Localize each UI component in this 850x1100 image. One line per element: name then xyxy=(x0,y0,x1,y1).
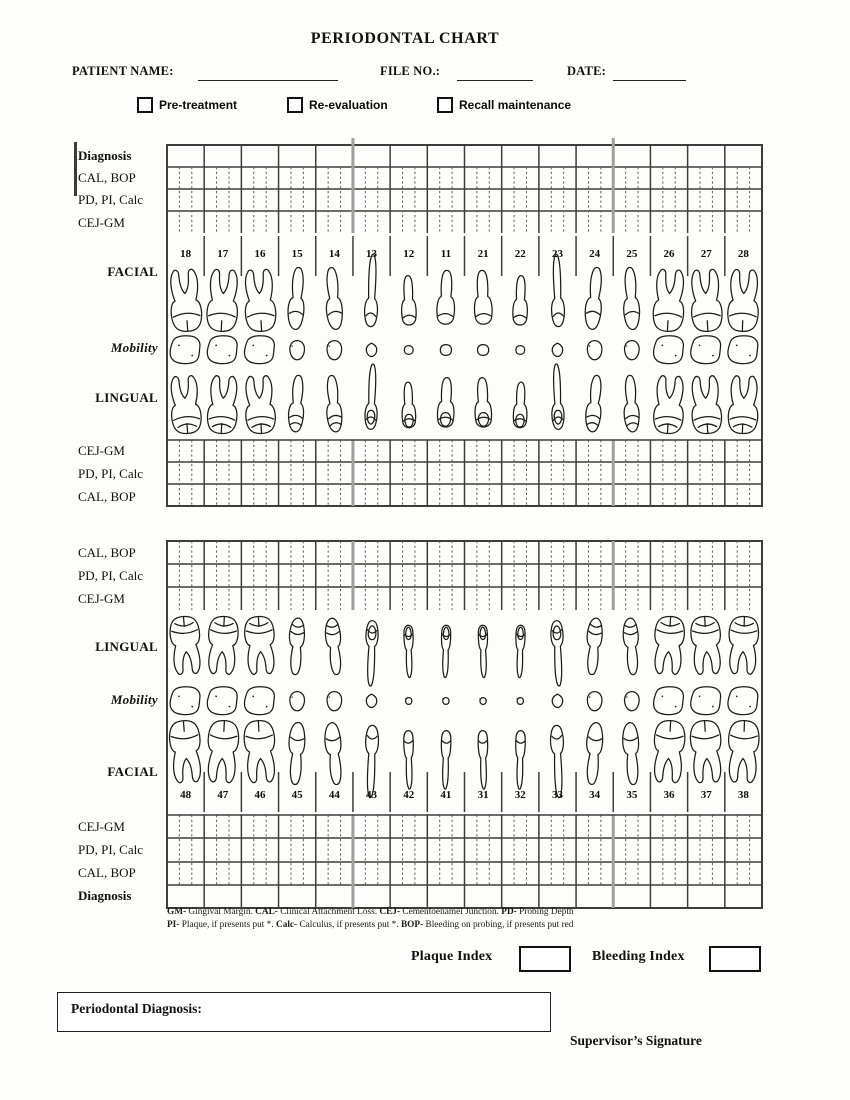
tooth-42-occlusal xyxy=(405,698,412,705)
legend-text: Gingival Margin. xyxy=(186,907,256,917)
tooth-number-12: 12 xyxy=(403,248,415,260)
tooth-18-facial xyxy=(168,269,203,332)
row-label-mobility-lower: Mobility xyxy=(110,692,158,707)
tooth-number-17: 17 xyxy=(217,248,229,260)
row-label-lingual-lower: LINGUAL xyxy=(95,639,158,654)
tooth-12-occlusal xyxy=(404,346,413,355)
tooth-32-lingual xyxy=(515,625,525,678)
tooth-24-occlusal xyxy=(587,341,602,360)
tooth-37-facial xyxy=(689,720,723,783)
tooth-25-occlusal xyxy=(625,341,640,360)
row-label-cal-bop-upper-bottom: CAL, BOP xyxy=(78,489,136,504)
legend-text: Bleeding on probing, if presents put red xyxy=(423,920,574,930)
tooth-38-facial xyxy=(727,720,760,783)
tooth-14-occlusal xyxy=(327,341,342,360)
tooth-26-facial xyxy=(652,269,686,332)
legend-term: PI- xyxy=(167,920,180,930)
tooth-35-occlusal xyxy=(625,692,640,711)
lower-chart-grid[interactable] xyxy=(167,541,762,908)
tooth-16-occlusal xyxy=(244,336,274,364)
legend-text: Calculus, if presents put *. xyxy=(297,920,401,930)
tooth-48-lingual xyxy=(169,616,203,675)
row-label-pd-pi-calc-lower-bottom: PD, PI, Calc xyxy=(78,842,143,857)
tooth-34-occlusal xyxy=(587,692,602,711)
tooth-38-lingual xyxy=(728,616,760,674)
plaque-index-label: Plaque Index xyxy=(411,949,493,964)
tooth-14-facial xyxy=(323,267,344,331)
tooth-31-lingual xyxy=(478,625,488,678)
tooth-25-facial xyxy=(621,267,640,330)
tooth-17-lingual xyxy=(207,375,240,434)
row-label-cal-bop-lower-bottom: CAL, BOP xyxy=(78,865,136,880)
date-label: DATE: xyxy=(567,64,606,78)
tooth-47-facial xyxy=(206,720,240,783)
tooth-16-lingual xyxy=(244,375,277,434)
legend-line xyxy=(167,906,687,919)
tooth-32-occlusal xyxy=(516,698,523,705)
periodontal-diagnosis-box[interactable] xyxy=(57,992,551,1032)
tooth-number-46: 46 xyxy=(254,789,266,801)
tooth-23-facial xyxy=(550,254,565,327)
tooth-33-facial xyxy=(550,725,565,798)
tooth-42-lingual xyxy=(404,625,414,678)
row-label-mobility-upper: Mobility xyxy=(110,340,158,355)
tooth-number-21: 21 xyxy=(477,248,489,260)
tooth-number-13: 13 xyxy=(366,248,378,260)
tooth-37-occlusal xyxy=(691,687,721,715)
tooth-23-occlusal xyxy=(552,343,562,356)
tooth-number-45: 45 xyxy=(291,789,303,801)
tooth-number-18: 18 xyxy=(180,248,192,260)
row-label-pd-pi-calc-lower-top: PD, PI, Calc xyxy=(78,568,143,583)
tooth-15-facial xyxy=(287,267,306,330)
tooth-46-lingual xyxy=(244,616,277,675)
tooth-number-24: 24 xyxy=(589,248,601,260)
tooth-11-occlusal xyxy=(440,345,451,356)
tooth-32-facial xyxy=(515,730,526,789)
tooth-33-lingual xyxy=(550,620,564,686)
tooth-number-33: 33 xyxy=(551,789,563,801)
tooth-number-23: 23 xyxy=(551,248,563,260)
tooth-46-occlusal xyxy=(244,687,274,715)
tooth-15-occlusal xyxy=(290,341,305,360)
tooth-27-facial xyxy=(689,269,723,332)
tooth-26-lingual xyxy=(653,375,686,434)
row-label-cej-gm-lower-top: CEJ-GM xyxy=(78,591,125,606)
checkbox-label: Recall maintenance xyxy=(459,98,572,112)
tooth-37-lingual xyxy=(690,616,723,675)
tooth-13-lingual xyxy=(364,364,378,430)
tooth-number-22: 22 xyxy=(514,248,526,260)
legend-term: BOP- xyxy=(400,920,424,930)
tooth-13-facial xyxy=(364,254,379,327)
upper-chart-grid[interactable] xyxy=(167,138,762,506)
tooth-28-lingual xyxy=(728,376,760,434)
tooth-21-facial xyxy=(473,270,492,324)
bleeding-index-input[interactable] xyxy=(709,946,761,972)
tooth-31-occlusal xyxy=(479,698,486,705)
tooth-22-lingual xyxy=(513,382,528,428)
plaque-index-input[interactable] xyxy=(519,946,571,972)
tooth-42-facial xyxy=(404,730,415,789)
legend-block xyxy=(167,906,687,932)
tooth-number-36: 36 xyxy=(663,789,675,801)
legend-text: Cementoenamel Junction. xyxy=(400,907,502,917)
bleeding-index-label: Bleeding Index xyxy=(592,949,685,964)
row-label-cej-gm-lower-bottom: CEJ-GM xyxy=(78,819,125,834)
tooth-44-facial xyxy=(323,722,344,786)
tooth-number-42: 42 xyxy=(403,789,415,801)
tooth-number-43: 43 xyxy=(366,789,378,801)
tooth-number-16: 16 xyxy=(254,248,266,260)
tooth-15-lingual xyxy=(288,375,306,433)
lower-teeth-illustrations xyxy=(168,616,759,799)
tooth-21-lingual xyxy=(474,377,492,427)
tooth-45-lingual xyxy=(287,617,305,675)
tooth-17-facial xyxy=(206,269,240,332)
tooth-17-occlusal xyxy=(207,336,237,364)
tooth-28-facial xyxy=(727,269,760,332)
tooth-number-26: 26 xyxy=(663,248,675,260)
tooth-48-occlusal xyxy=(170,687,200,715)
tooth-number-14: 14 xyxy=(328,248,340,260)
tooth-number-37: 37 xyxy=(700,789,712,801)
tooth-number-15: 15 xyxy=(291,248,303,260)
tooth-34-facial xyxy=(583,722,604,786)
patient-name-label: PATIENT NAME: xyxy=(72,64,174,78)
legend-term: CEJ- xyxy=(379,907,401,917)
row-label-pd-pi-calc-upper-top: PD, PI, Calc xyxy=(78,192,143,207)
tooth-18-occlusal xyxy=(170,336,200,364)
legend-text: Plaque, if presents put *. xyxy=(179,920,276,930)
tooth-35-lingual xyxy=(622,618,640,676)
legend-text: Probing Depth xyxy=(516,907,574,917)
tooth-44-lingual xyxy=(324,617,344,675)
tooth-31-facial xyxy=(478,730,489,789)
tooth-number-35: 35 xyxy=(626,789,638,801)
tooth-14-lingual xyxy=(324,375,344,433)
tooth-number-38: 38 xyxy=(737,789,749,801)
tooth-number-34: 34 xyxy=(589,789,601,801)
tooth-28-occlusal xyxy=(728,336,758,364)
tooth-33-occlusal xyxy=(552,694,562,707)
file-no-label: FILE NO.: xyxy=(380,64,441,78)
row-label-cal-bop-lower-top: CAL, BOP xyxy=(78,545,136,560)
legend-term: Calc- xyxy=(275,920,298,930)
tooth-26-occlusal xyxy=(654,336,684,364)
tooth-number-48: 48 xyxy=(180,789,192,801)
checkbox-label: Re-evaluation xyxy=(309,98,388,112)
tooth-24-lingual xyxy=(584,374,604,432)
tooth-45-occlusal xyxy=(290,692,305,711)
row-label-facial-upper: FACIAL xyxy=(107,264,158,279)
tooth-25-lingual xyxy=(622,375,640,433)
index-row xyxy=(0,944,850,976)
tooth-48-facial xyxy=(168,720,203,783)
row-label-facial-lower: FACIAL xyxy=(107,764,158,779)
row-label-lingual-upper: LINGUAL xyxy=(95,390,158,405)
tooth-36-occlusal xyxy=(654,687,684,715)
row-label-diagnosis-lower: Diagnosis xyxy=(78,888,132,903)
tooth-16-facial xyxy=(243,269,277,332)
tooth-11-facial xyxy=(436,270,455,324)
tooth-24-facial xyxy=(584,266,605,330)
tooth-23-lingual xyxy=(550,364,564,430)
upper-teeth-illustrations xyxy=(168,254,760,435)
tooth-27-lingual xyxy=(690,375,723,434)
tooth-36-facial xyxy=(652,720,686,783)
tooth-number-28: 28 xyxy=(737,248,749,260)
tooth-number-47: 47 xyxy=(217,789,229,801)
row-label-cej-gm-upper-bottom: CEJ-GM xyxy=(78,443,125,458)
tooth-47-occlusal xyxy=(207,687,237,715)
tooth-number-44: 44 xyxy=(328,789,340,801)
tooth-12-facial xyxy=(401,275,417,325)
tooth-34-lingual xyxy=(584,617,604,675)
tooth-number-25: 25 xyxy=(626,248,638,260)
tooth-36-lingual xyxy=(653,616,686,675)
row-label-diagnosis-upper: Diagnosis xyxy=(78,148,132,163)
tooth-22-occlusal xyxy=(516,346,525,355)
legend-term: GM- xyxy=(167,907,187,917)
tooth-35-facial xyxy=(622,722,641,785)
tooth-41-lingual xyxy=(441,625,451,678)
tooth-number-27: 27 xyxy=(700,248,712,260)
supervisor-signature-label: Supervisor’s Signature xyxy=(570,1033,702,1048)
checkbox-label: Pre-treatment xyxy=(159,98,238,112)
row-label-cal-bop-upper-top: CAL, BOP xyxy=(78,170,136,185)
tooth-38-occlusal xyxy=(728,687,758,715)
tooth-21-occlusal xyxy=(478,345,489,356)
tooth-number-11: 11 xyxy=(440,248,452,260)
lower-teeth-numbers xyxy=(180,772,749,812)
tooth-44-occlusal xyxy=(327,692,342,711)
tooth-11-lingual xyxy=(437,377,455,427)
row-label-cej-gm-upper-top: CEJ-GM xyxy=(78,215,125,230)
tooth-43-occlusal xyxy=(366,694,376,707)
legend-text: Clinical Attachment Loss. xyxy=(277,907,380,917)
tooth-18-lingual xyxy=(169,375,203,434)
row-label-pd-pi-calc-upper-bottom: PD, PI, Calc xyxy=(78,466,143,481)
tooth-43-facial xyxy=(364,725,379,798)
legend-term: PD- xyxy=(501,907,517,917)
tooth-27-occlusal xyxy=(691,336,721,364)
tooth-41-occlusal xyxy=(442,698,449,705)
tooth-22-facial xyxy=(512,275,528,325)
tooth-45-facial xyxy=(287,722,306,785)
tooth-41-facial xyxy=(440,730,451,789)
periodontal-diagnosis-label: Periodontal Diagnosis: xyxy=(71,1001,202,1016)
tooth-number-41: 41 xyxy=(440,789,452,801)
tooth-12-lingual xyxy=(401,382,416,428)
tooth-47-lingual xyxy=(206,616,239,675)
tooth-number-31: 31 xyxy=(477,789,489,801)
page-title: PERIODONTAL CHART xyxy=(310,30,500,47)
tooth-43-lingual xyxy=(364,620,378,686)
tooth-13-occlusal xyxy=(366,343,376,356)
tooth-46-facial xyxy=(243,720,277,783)
legend-term: CAL- xyxy=(255,907,278,917)
legend-line xyxy=(167,919,687,932)
tooth-number-32: 32 xyxy=(514,789,526,801)
